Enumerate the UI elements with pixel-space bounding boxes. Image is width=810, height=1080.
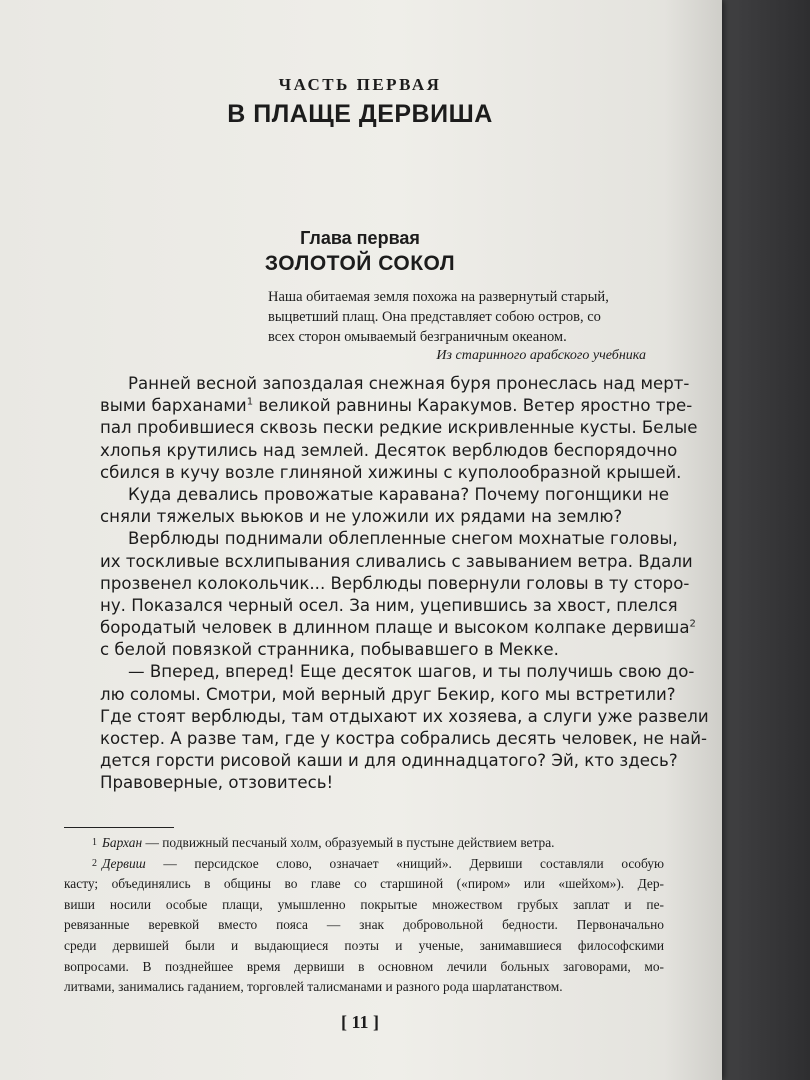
body-line: Правоверные, отзовитесь!	[100, 773, 334, 793]
chapter-title: ЗОЛОТОЙ СОКОЛ	[264, 252, 456, 275]
body-line: Где стоят верблюды, там отдыхают их хозяева, а слуги уже развели	[100, 706, 709, 726]
body-line: с белой повязкой странника, побывавшего в Мекке.	[100, 640, 559, 660]
part-title: В ПЛАЩЕ ДЕРВИША	[227, 100, 493, 128]
footnote-line: литвами, занимались гаданием, торговлей талисманами и разного рода шарлатанством.	[64, 979, 563, 995]
footnote-2: $^2$ Дервиш — персидское слово, означает «нищий». Дервиши составляли особую	[92, 855, 664, 871]
footnote-line: ревязанные веревкой вместо пояса — знак добровольной бедности. Первоначально	[64, 917, 664, 933]
body-line: лю соломы. Смотри, мой верный друг Бекир, кого мы встретили?	[100, 684, 676, 704]
footnote-1: $^1$ Бархан — подвижный песчаный холм, образуемый в пустыне действием ветра.	[92, 835, 555, 850]
body-line: Верблюды поднимали облепленные снегом мохнатые головы,	[128, 529, 678, 549]
body-line: хлопья крутились над землей. Десяток верблюдов беспорядочно	[100, 440, 678, 460]
epigraph-line: выцветший плащ. Она представляет собою остров, со	[268, 309, 601, 325]
body-line: дется горсти рисовой каши и для одиннадцатого? Эй, кто здесь?	[100, 751, 678, 771]
epigraph	[268, 287, 658, 347]
epigraph-line: Наша обитаемая земля похожа на развернутый старый,	[268, 289, 609, 305]
body-text	[100, 373, 709, 795]
body-line: пал пробившиеся сквозь пески редкие искривленные кусты. Белые	[100, 418, 698, 438]
footnote-ref[interactable]: 1	[246, 396, 254, 408]
body-line: выми барханами$^1$ великой равнины Каракумов. Ветер яростно тре-	[100, 396, 693, 416]
epigraph-source: Из старинного арабского учебника	[436, 348, 646, 363]
footnote-line: вопросами. В позднейшее время дервиши в основном лечили больных заговорами, мо-	[64, 958, 664, 974]
chapter-label: Глава первая	[300, 228, 420, 248]
footnote-line: касту; объединялись в общины во главе со старшиной («пиром» или «шейхом»). Дер-	[64, 876, 664, 892]
footnote-ref[interactable]: 2	[689, 618, 696, 630]
body-line: костер. А разве там, где у костра собрались десять человек, не най-	[100, 729, 708, 748]
footnotes	[64, 833, 664, 998]
body-line: ну. Показался черный осел. За ним, уцепившись за хвост, плелся	[100, 595, 678, 615]
body-line: сбился в кучу возле глиняной хижины с куполообразной крышей.	[100, 462, 682, 482]
body-line: бородатый человек в длинном плаще и высоком колпаке дервиша$^2$	[100, 618, 696, 638]
body-line: — Вперед, вперед! Еще десяток шагов, и ты получишь свою до-	[128, 662, 695, 682]
epigraph-line: всех сторон омываемый безграничным океаном.	[268, 329, 567, 345]
body-line: прозвенел колокольчик... Верблюды повернули головы в ту сторо-	[100, 573, 690, 593]
bleed-through-header	[360, 20, 420, 30]
footnote-divider	[64, 827, 174, 828]
footnote-line: виши носили особые плащи, умышленно покрытые множеством грубых заплат и пе-	[64, 896, 664, 912]
body-line: Ранней весной запоздалая снежная буря пронеслась над мерт-	[128, 374, 690, 393]
body-line: Куда девались провожатые каравана? Почему погонщики не	[128, 484, 670, 504]
part-label: ЧАСТЬ ПЕРВАЯ	[278, 75, 442, 94]
body-line: их тоскливые всхлипывания сливались с завыванием ветра. Вдали	[100, 551, 693, 571]
page-number: [ 11 ]	[341, 1012, 379, 1032]
footnote-line: среди дервишей были и выдающиеся поэты и ученые, занимавшиеся философскими	[64, 937, 664, 953]
body-line: сняли тяжелых вьюков и не уложили их рядами на землю?	[100, 507, 623, 527]
